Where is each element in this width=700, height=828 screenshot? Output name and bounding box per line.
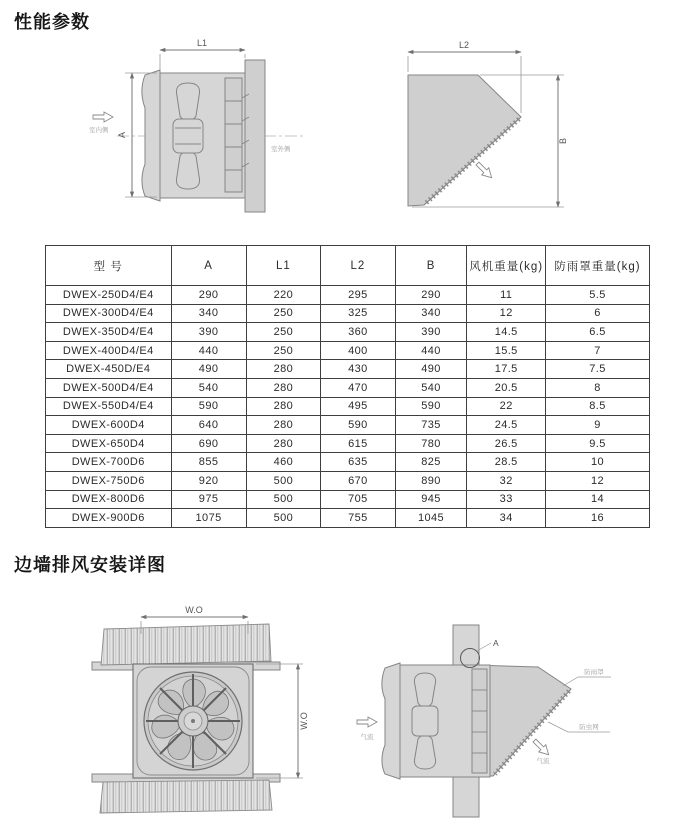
dim-wo-top-label: W.O (185, 605, 203, 615)
louver-shutter (472, 669, 487, 773)
table-cell: 615 (321, 434, 395, 453)
table-cell: 8 (545, 378, 649, 397)
performance-section-title: 性能参数 (14, 12, 90, 32)
table-cell: 590 (395, 397, 467, 416)
table-cell: 6 (545, 304, 649, 323)
table-cell: DWEX-350D4/E4 (46, 323, 172, 342)
table-cell: 390 (171, 323, 246, 342)
table-cell: DWEX-900D6 (46, 509, 172, 528)
table-cell: 470 (321, 378, 395, 397)
airflow-in-label: 气流 (360, 734, 374, 741)
table-row (46, 304, 650, 323)
table-cell: 1045 (395, 509, 467, 528)
table-row (46, 453, 650, 472)
table-cell: 7.5 (545, 360, 649, 379)
indoor-side-label: 室内侧 (89, 127, 109, 134)
table-cell: 33 (467, 490, 546, 509)
dim-l1-label: L1 (196, 38, 208, 48)
table-cell: 290 (171, 286, 246, 305)
table-cell: 280 (246, 360, 320, 379)
fan-side-view-drawing (85, 28, 315, 233)
table-cell: 26.5 (467, 434, 546, 453)
table-row (46, 471, 650, 490)
column-header: 防雨罩重量(kg) (545, 246, 649, 286)
impeller (412, 673, 438, 769)
column-header: L2 (321, 246, 395, 286)
impeller-hub (412, 706, 438, 736)
table-cell: 8.5 (545, 397, 649, 416)
column-header: B (395, 246, 467, 286)
airflow-in-arrow-icon (357, 717, 377, 727)
table-cell: 500 (246, 471, 320, 490)
table-cell: DWEX-250D4/E4 (46, 286, 172, 305)
table-row (46, 509, 650, 528)
table-cell: 495 (321, 397, 395, 416)
insect-net-label: 防虫网 (579, 724, 599, 731)
table-cell: 340 (395, 304, 467, 323)
table-cell: 15.5 (467, 341, 546, 360)
table-cell: DWEX-600D4 (46, 416, 172, 435)
table-cell: 500 (246, 509, 320, 528)
table-cell: 440 (395, 341, 467, 360)
table-cell: 250 (246, 323, 320, 342)
table-cell: 755 (321, 509, 395, 528)
inlet-bell (382, 663, 400, 779)
dim-wo-right-label: W.O (299, 712, 309, 730)
table-row (46, 378, 650, 397)
table-cell: 945 (395, 490, 467, 509)
table-cell: 540 (171, 378, 246, 397)
table-cell: 590 (321, 416, 395, 435)
table-cell: 490 (171, 360, 246, 379)
table-cell: 920 (171, 471, 246, 490)
column-header: 风机重量(kg) (467, 246, 546, 286)
table-cell: 14.5 (467, 323, 546, 342)
table-cell: DWEX-450D/E4 (46, 360, 172, 379)
wall-strip-top (453, 625, 479, 665)
table-cell: 705 (321, 490, 395, 509)
column-header: L1 (246, 246, 320, 286)
table-cell: DWEX-550D4/E4 (46, 397, 172, 416)
dimension-wo-right (256, 664, 309, 778)
table-row (46, 360, 650, 379)
table-cell: 1075 (171, 509, 246, 528)
table-cell: 490 (395, 360, 467, 379)
airflow-arrow-icon (93, 112, 113, 122)
table-cell: 500 (246, 490, 320, 509)
table-cell: 11 (467, 286, 546, 305)
table-cell: 32 (467, 471, 546, 490)
table-cell: 780 (395, 434, 467, 453)
dim-a-label: A (117, 131, 127, 139)
table-cell: 280 (246, 434, 320, 453)
table-cell: 24.5 (467, 416, 546, 435)
table-cell: 16 (545, 509, 649, 528)
table-cell: 690 (171, 434, 246, 453)
table-cell: 22 (467, 397, 546, 416)
table-cell: DWEX-650D4 (46, 434, 172, 453)
table-row (46, 286, 650, 305)
impeller (173, 83, 203, 189)
installation-side-view-drawing (353, 613, 663, 823)
table-cell: 14 (545, 490, 649, 509)
table-cell: 590 (171, 397, 246, 416)
column-header: A (171, 246, 246, 286)
table-cell: 280 (246, 416, 320, 435)
spec-table-container (45, 245, 650, 528)
table-cell: DWEX-800D6 (46, 490, 172, 509)
dim-b-label: B (558, 137, 568, 145)
dimension-l1 (160, 38, 245, 70)
table-row (46, 323, 650, 342)
table-cell: DWEX-700D6 (46, 453, 172, 472)
table-cell: DWEX-300D4/E4 (46, 304, 172, 323)
table-cell: 340 (171, 304, 246, 323)
wall-strip-bottom (453, 777, 479, 817)
detail-a-label: A (493, 638, 499, 648)
spec-table-body (46, 286, 650, 528)
table-cell: 290 (395, 286, 467, 305)
table-cell: 735 (395, 416, 467, 435)
table-cell: 360 (321, 323, 395, 342)
inlet-bell (142, 70, 160, 201)
table-cell: 34 (467, 509, 546, 528)
table-cell: 640 (171, 416, 246, 435)
installation-section-title: 边墙排风安装详图 (14, 555, 166, 575)
table-cell: 250 (246, 304, 320, 323)
table-cell: 20.5 (467, 378, 546, 397)
table-cell: 28.5 (467, 453, 546, 472)
table-cell: 5.5 (545, 286, 649, 305)
airflow-out-label: 气流 (536, 758, 550, 765)
airflow-out-arrow-icon (531, 737, 552, 758)
table-cell: 430 (321, 360, 395, 379)
installation-front-view-drawing (88, 598, 333, 828)
table-row (46, 341, 650, 360)
table-row (46, 416, 650, 435)
table-cell: DWEX-400D4/E4 (46, 341, 172, 360)
corrugated-wall-top (101, 624, 271, 665)
table-cell: 250 (246, 341, 320, 360)
dim-l2-label: L2 (458, 40, 470, 50)
table-cell: 9 (545, 416, 649, 435)
table-cell: 390 (395, 323, 467, 342)
table-cell: 6.5 (545, 323, 649, 342)
table-cell: DWEX-500D4/E4 (46, 378, 172, 397)
table-cell: 635 (321, 453, 395, 472)
spec-table (45, 245, 650, 528)
table-cell: 325 (321, 304, 395, 323)
table-cell: 17.5 (467, 360, 546, 379)
impeller-hub (173, 119, 203, 153)
table-cell: 460 (246, 453, 320, 472)
table-cell: 10 (545, 453, 649, 472)
table-cell: 9.5 (545, 434, 649, 453)
table-cell: 280 (246, 397, 320, 416)
insect-net-callout (548, 722, 610, 732)
table-cell: 825 (395, 453, 467, 472)
table-cell: DWEX-750D6 (46, 471, 172, 490)
corrugated-wall-bottom (100, 780, 272, 813)
table-cell: 890 (395, 471, 467, 490)
rain-hood-label: 防雨罩 (584, 669, 604, 676)
table-row (46, 490, 650, 509)
airflow-arrow-icon (474, 160, 495, 181)
table-cell: 220 (246, 286, 320, 305)
spec-table-header-row (46, 246, 650, 286)
table-cell: 12 (545, 471, 649, 490)
table-cell: 7 (545, 341, 649, 360)
fan-grille (144, 672, 242, 770)
table-cell: 440 (171, 341, 246, 360)
rain-hood-callout (563, 667, 611, 686)
table-cell: 12 (467, 304, 546, 323)
table-cell: 295 (321, 286, 395, 305)
table-row (46, 434, 650, 453)
table-row (46, 397, 650, 416)
outdoor-side-label: 室外侧 (271, 146, 291, 153)
table-cell: 670 (321, 471, 395, 490)
table-cell: 855 (171, 453, 246, 472)
wall-flange-plate (245, 60, 265, 212)
hub-center (191, 719, 195, 723)
table-cell: 975 (171, 490, 246, 509)
rain-hood-side-view-drawing (388, 28, 598, 233)
rain-hood-body (408, 75, 521, 206)
column-header: 型 号 (46, 246, 172, 286)
table-cell: 540 (395, 378, 467, 397)
table-cell: 280 (246, 378, 320, 397)
table-cell: 400 (321, 341, 395, 360)
